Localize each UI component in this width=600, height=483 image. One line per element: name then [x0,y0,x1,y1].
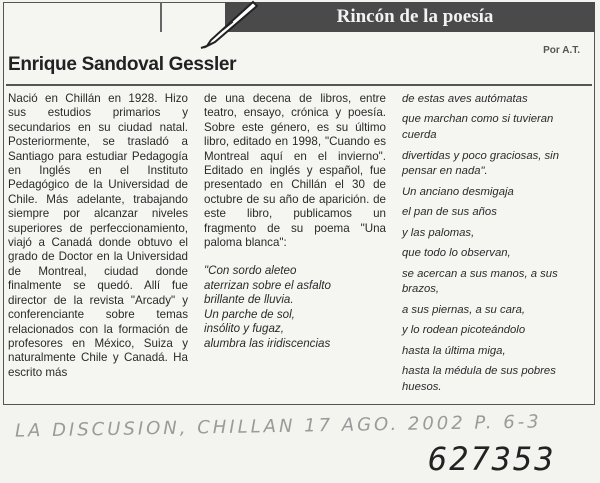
handwritten-source-annotation: LA DISCUSION, CHILLAN 17 AGO. 2002 P. 6-3 [14,411,542,442]
section-banner [225,2,595,32]
poem-line: a sus piernas, a su cara, [402,303,526,316]
byline: Por A.T. [543,45,580,56]
article-headline: Enrique Sandoval Gessler [8,54,237,75]
poem-line: Un parche de sol, [204,307,295,321]
poem-line: el pan de sus años [402,206,497,219]
poem-line: y lo rodean picoteándolo [402,324,526,337]
poem-line: hasta la última miga, [402,344,506,357]
poem-line: aterrizan sobre el asfalto [204,278,331,292]
column-3-poem [402,92,588,400]
poem-line: brillante de lluvia. [204,293,294,307]
quill-pen-icon [193,0,263,50]
poem-line: hasta la médula de sus pobres huesos. [402,365,556,393]
poem-line: se acercan a sus manos, a sus brazos, [402,267,558,296]
section-title: Rincón de la poesía [336,6,494,27]
poem-line: alumbra las iridiscencias [204,336,331,350]
headline-rule [6,84,592,86]
poem-line: "Con sordo aleteo [204,264,297,278]
banner-divider [160,2,162,32]
poem-line: Un anciano desmigaja [402,185,514,198]
bio-text-part-2: de una decena de libros, entre teatro, ensayo, crónica y poesía. Sobre este género, es su último libro, editado en 1998, "Cuando es Montreal aquí en el invierno". Editado en inglés y español, fue presentado en Chillán el 30 de octubre de su año de aparición. de este libro, publicamos un fragmento de su poema "Una paloma blanca": [204,92,386,250]
poem-line: de estas aves autómatas [402,93,528,105]
column-2 [204,92,386,351]
catalog-number: 627353 [428,440,556,478]
bio-text-part-1: Nació en Chillán en 1928. Hizo sus estudios primarios y secundarios en su ciudad natal. Posteriormente, se trasladó a Santiago para estudiar Pedagogía en Inglés en el Instituto Pedagógico de la Universidad de Chile. Más adelante, trabajando siempre por alcanzar niveles superiores de perfeccionamiento, viajó a Canadá donde obtuvo el grado de Doctor en la Universidad de Montreal, ciudad donde finalmente se quedó. Allí fue director de la revista "Arcady" y conferenciante sobre temas relacionados con la formación de profesores en México, Suiza y naturalmente Chile y Canadá. Ha escrito más [8,92,188,379]
poem-line: divertidas y poco graciosas, sin pensar en nada". [402,149,559,178]
poem-line: insólito y fugaz, [204,322,284,336]
poem-line: que marchan como si tuvieran cuerda [402,113,554,142]
column-1 [8,92,188,380]
poem-fragment-start [204,264,386,350]
poem-line: que todo lo observan, [402,247,511,260]
poem-line: y las palomas, [402,226,475,239]
